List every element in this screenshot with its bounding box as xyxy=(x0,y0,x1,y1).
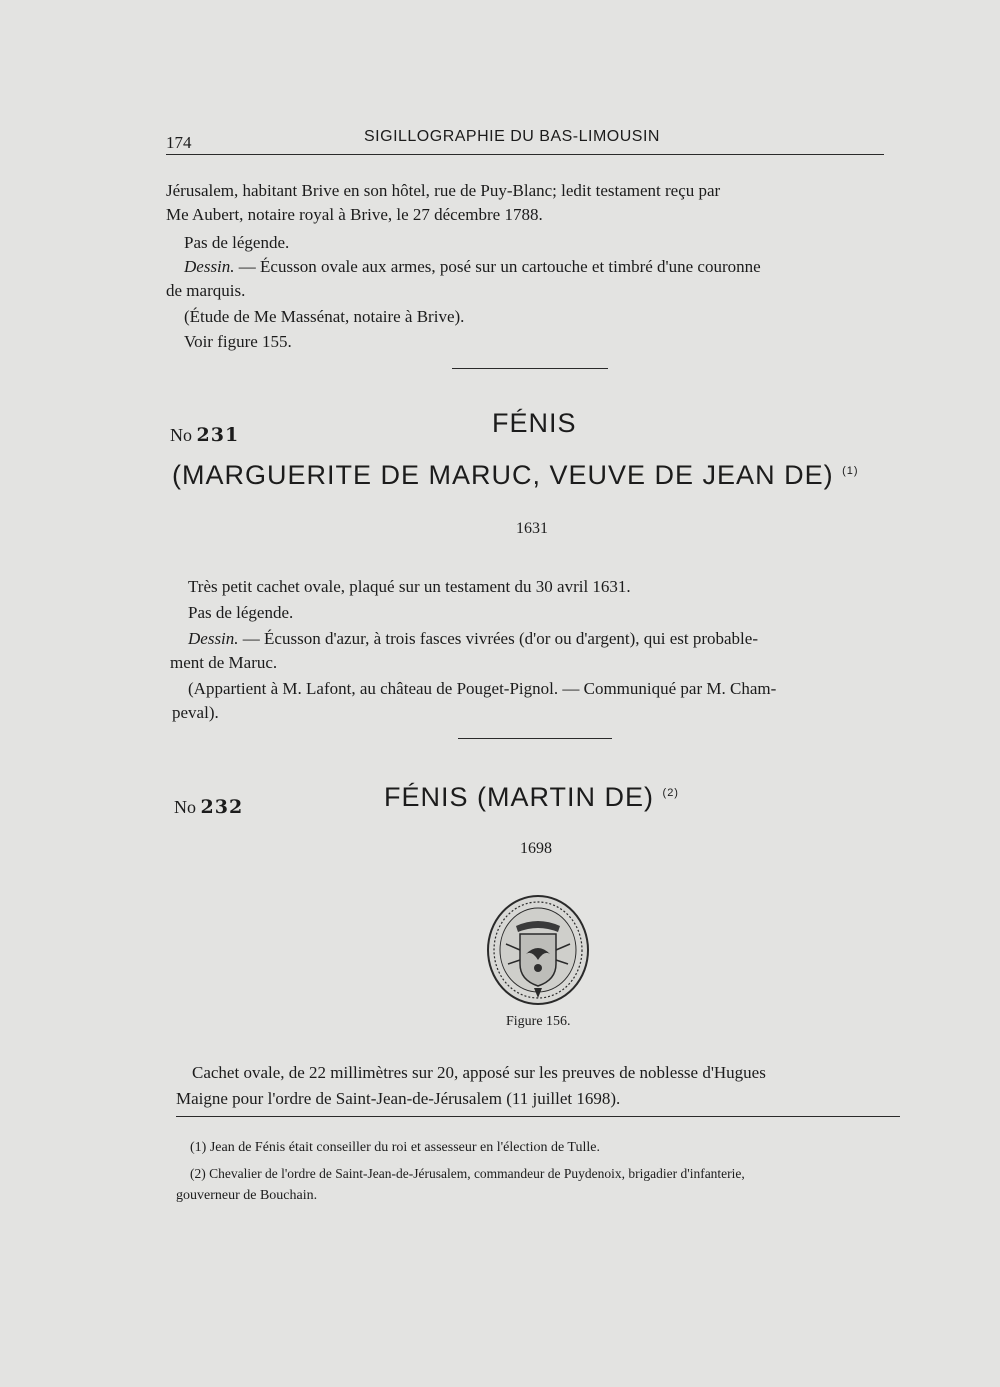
entry-231-dessin xyxy=(188,628,888,650)
entry-232-title xyxy=(384,782,679,813)
note-ref: (1) xyxy=(842,465,859,477)
footnote-2-cont: gouverneur de Bouchain. xyxy=(176,1188,318,1203)
entry-231-year: 1631 xyxy=(516,520,548,537)
dessin-text: — Écusson ovale aux armes, posé sur un cartouche et timbré d'une couronne xyxy=(234,257,761,276)
entry-231-legend: Pas de légende. xyxy=(188,603,294,622)
entry-231-title-line-2 xyxy=(172,460,859,491)
entry-number: 231 xyxy=(196,424,240,446)
no-prefix: No xyxy=(174,797,196,817)
title-text: (MARGUERITE DE MARUC, VEUVE DE JEAN DE) xyxy=(172,460,834,490)
entry-number: 232 xyxy=(200,796,244,818)
header-rule xyxy=(166,154,884,155)
running-title: SIGILLOGRAPHIE DU BAS-LIMOUSIN xyxy=(364,128,660,145)
entry-231-title-line-1: FÉNIS xyxy=(492,408,577,438)
intro-line-2: Me Aubert, notaire royal à Brive, le 27 décembre 1788. xyxy=(166,205,543,224)
note-ref: (2) xyxy=(662,787,679,799)
entry-232-paragraph: Cachet ovale, de 22 millimètres sur 20, apposé sur les preuves de noblesse d'Hugues xyxy=(192,1063,766,1082)
no-prefix: No xyxy=(170,425,192,445)
intro-dessin-cont: de marquis. xyxy=(166,281,246,300)
entry-231-dessin-cont: ment de Maruc. xyxy=(170,653,278,672)
intro-voir: Voir figure 155. xyxy=(184,332,292,351)
entry-232-year: 1698 xyxy=(520,840,552,857)
title-text: FÉNIS (MARTIN DE) xyxy=(384,782,655,812)
entry-232-number xyxy=(174,796,243,818)
dessin-label: Dessin. xyxy=(184,257,235,276)
entry-231-number xyxy=(170,424,239,446)
figure-caption: Figure 156. xyxy=(506,1014,571,1029)
entry-231-appartient-cont: peval). xyxy=(172,703,219,722)
footnote-2: (2) Chevalier de l'ordre de Saint-Jean-de-Jérusalem, commandeur de Puydenoix, brigadier d'infanterie, xyxy=(190,1166,745,1181)
footnote-rule xyxy=(176,1116,900,1117)
intro-etude: (Étude de Me Massénat, notaire à Brive). xyxy=(184,307,465,326)
entry-231-paragraph: Très petit cachet ovale, plaqué sur un testament du 30 avril 1631. xyxy=(188,577,631,596)
entry-231-appartient: (Appartient à M. Lafont, au château de Pouget-Pignol. — Communiqué par M. Cham- xyxy=(188,679,777,698)
entry-232-paragraph-cont: Maigne pour l'ordre de Saint-Jean-de-Jérusalem (11 juillet 1698). xyxy=(176,1089,621,1108)
section-divider xyxy=(452,368,608,369)
intro-line-1: Jérusalem, habitant Brive en son hôtel, rue de Puy-Blanc; ledit testament reçu par xyxy=(166,181,721,200)
seal-figure xyxy=(486,894,590,1006)
dessin-label: Dessin. xyxy=(188,629,239,648)
dessin-text: — Écusson d'azur, à trois fasces vivrées (d'or ou d'argent), qui est probable- xyxy=(238,629,758,648)
intro-legend: Pas de légende. xyxy=(184,233,290,252)
page-number: 174 xyxy=(166,133,192,152)
intro-dessin xyxy=(184,256,888,278)
footnote-1: (1) Jean de Fénis était conseiller du roi et assesseur en l'élection de Tulle. xyxy=(190,1140,600,1155)
section-divider xyxy=(458,738,612,739)
